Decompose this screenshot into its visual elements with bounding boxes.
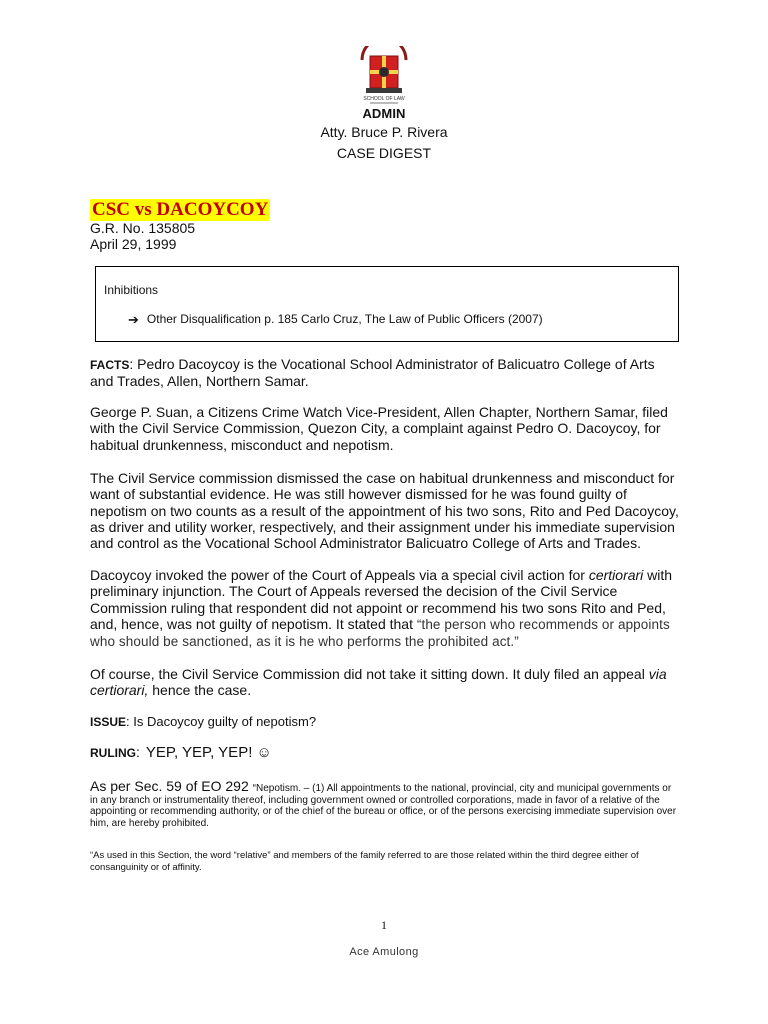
box-heading: Inhibitions bbox=[104, 283, 159, 297]
asper-lead: As per Sec. 59 of EO 292 bbox=[90, 778, 253, 794]
case-gr-number: G.R. No. 135805 bbox=[90, 220, 196, 236]
issue-text: : Is Dacoycoy guilty of nepotism? bbox=[126, 714, 317, 729]
header-admin: ADMIN bbox=[362, 106, 406, 121]
p4-text-b: with preliminary injunction. The Court of Appeals reversed the decision of the Civil Service Commission ruling that respondent did not appoint or recommend his two sons Rito and Ped, and, hence, was not guilty of nepotism. It stated that bbox=[90, 567, 673, 632]
complaint-paragraph: George P. Suan, a Citizens Crime Watch Vice-President, Allen Chapter, Northern Samar, filed with the Civil Service Commission, Quezon City, a complaint against Pedro O. Dacoycoy, for habitual drunkenness, misconduct and nepotism. bbox=[90, 404, 668, 453]
facts-paragraph bbox=[90, 356, 680, 390]
relative-definition-paragraph: “As used in this Section, the word “relative” and members of the family referred to are those related within the third degree either of consanguinity or of affinity. bbox=[90, 850, 639, 873]
csc-dismissal-paragraph: The Civil Service commission dismissed the case on habitual drunkenness and misconduct for want of substantial evidence. He was still however dismissed for he was found guilty of nepotism on two counts as a result of the appointment of his two sons, Rito and Ped Dacoycoy, as driver and utility worker, respectively, and their assignment under his immediate supervision and control as the Vocational School Administrator Balicuatro College of Arts and Trades. bbox=[90, 470, 679, 552]
p4-quote: “the person who recommends or appoints who should be sanctioned, as it is he who performs the prohibited act.” bbox=[90, 616, 670, 650]
footer-author: Ace Amulong bbox=[349, 946, 419, 958]
nepotism-provision-paragraph bbox=[90, 778, 680, 829]
box-bullet-text: Other Disqualification p. 185 Carlo Cruz, The Law of Public Officers (2007) bbox=[146, 312, 543, 326]
issue-label: ISSUE bbox=[90, 715, 127, 729]
case-date: April 29, 1999 bbox=[90, 236, 177, 252]
appeal-paragraph bbox=[90, 666, 680, 699]
header-doc-type: CASE DIGEST bbox=[336, 145, 432, 161]
page-number: 1 bbox=[381, 918, 387, 932]
ruling-text: YEP, YEP, YEP! ☺ bbox=[145, 744, 272, 761]
header-attorney: Atty. Bruce P. Rivera bbox=[320, 124, 448, 140]
p5-text-b: hence the case. bbox=[148, 682, 252, 699]
box-bullet-item bbox=[128, 312, 543, 326]
p4-italic: certiorari bbox=[588, 567, 644, 583]
ruling-paragraph bbox=[90, 744, 680, 761]
court-of-appeals-paragraph bbox=[90, 567, 680, 650]
p4-text-a: Dacoycoy invoked the power of the Court of Appeals via a special civil action for bbox=[90, 567, 589, 583]
facts-label: FACTS bbox=[90, 358, 130, 372]
p5-text-a: Of course, the Civil Service Commission did not take it sitting down. It duly filed an appeal bbox=[90, 666, 649, 682]
inhibitions-box bbox=[95, 266, 679, 342]
issue-paragraph bbox=[90, 714, 680, 730]
right-arrow-icon: ➔ bbox=[128, 311, 139, 327]
school-seal-logo bbox=[356, 46, 412, 108]
asper-text: “Nepotism. – (1) All appointments to the national, provincial, city and municipal governments or in any branch or instrumentality thereof, including government owned or controlled corporations, made in favor of a relative of the appointing or recommending authority, or of the chief of the bureau or office, or of the persons exercising immediate supervision over him, are hereby prohibited. bbox=[90, 783, 677, 829]
ruling-label: RULING bbox=[90, 746, 136, 760]
ruling-separator: : bbox=[136, 744, 140, 760]
p5-italic: via certiorari, bbox=[90, 666, 667, 699]
facts-text: : Pedro Dacoycoy is the Vocational School Administrator of Balicuatro College of Arts and Trades, Allen, Northern Samar. bbox=[90, 356, 655, 390]
svg-text:SCHOOL OF LAW: SCHOOL OF LAW bbox=[363, 96, 405, 102]
case-title: CSC vs DACOYCOY bbox=[92, 199, 269, 220]
